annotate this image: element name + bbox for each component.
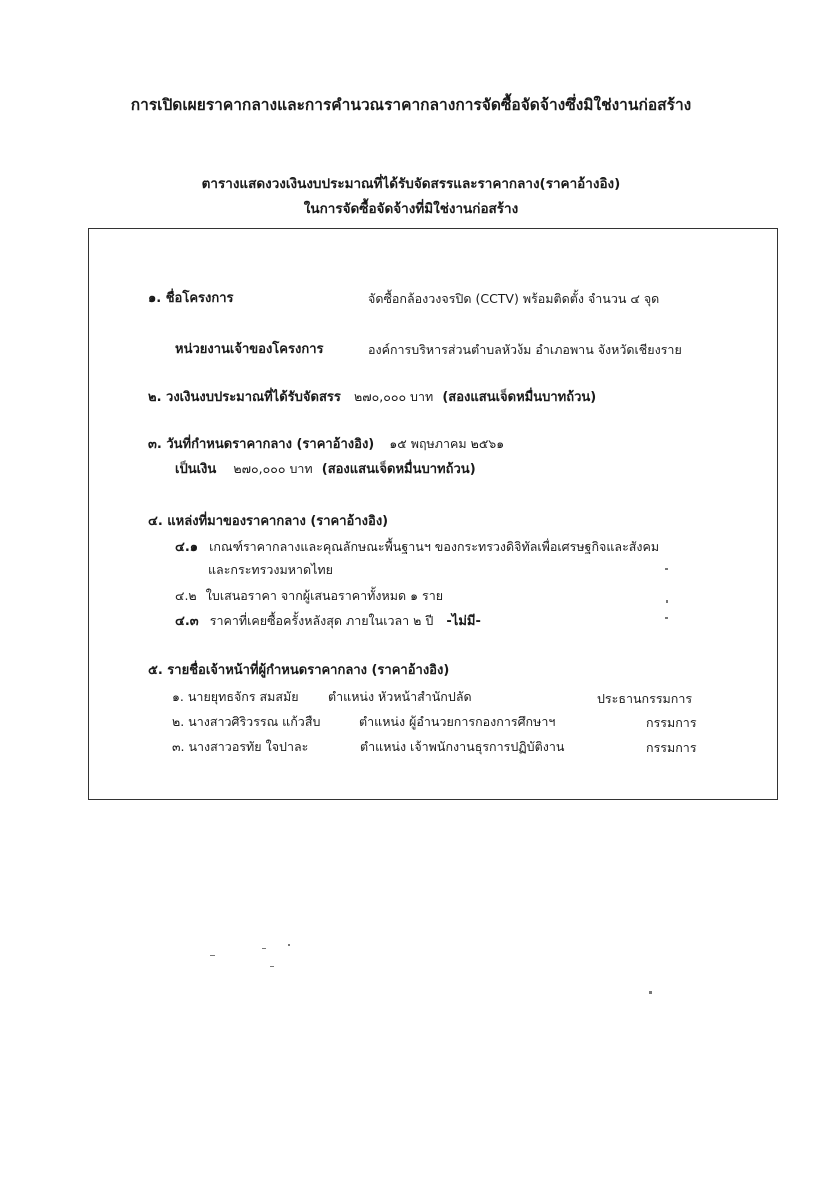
member-1-name: ๑. นายยุทธจักร สมสมัย (172, 689, 299, 704)
scan-speck (665, 617, 668, 619)
section2-row (148, 386, 596, 407)
member-1-position: ตำแหน่ง หัวหน้าสำนักปลัด (328, 689, 472, 704)
owner-value: องค์การบริหารส่วนตำบลหัวง้ม อำเภอพาน จังหวัดเชียงราย (368, 342, 682, 357)
section2-amount: ๒๗๐,๐๐๐ บาท (353, 389, 434, 404)
scan-speck (649, 991, 652, 994)
item3-value: -ไม่มี- (446, 614, 481, 629)
scan-speck (665, 568, 668, 570)
member-3-position: ตำแหน่ง เจ้าพนักงานธุรการปฏิบัติงาน (360, 739, 565, 754)
section3-amount: ๒๗๐,๐๐๐ บาท (233, 461, 313, 476)
scan-speck (270, 966, 274, 967)
item3-number: ๔.๓ (175, 614, 199, 629)
member-2-name: ๒. นางสาวศิริวรรณ แก้วสืบ (172, 714, 321, 729)
section4-item2 (175, 585, 443, 606)
item1-number: ๔.๑ (175, 540, 199, 555)
scan-speck (262, 948, 266, 949)
section3-amount-text: (สองแสนเจ็ดหมื่นบาทถ้วน) (321, 462, 476, 477)
section2-label: ๒. วงเงินงบประมาณที่ได้รับจัดสรร (148, 390, 341, 405)
section3-row (148, 433, 504, 454)
section3-amount-label: เป็นเงิน (175, 462, 217, 477)
document-subtitle-line2: ในการจัดซื้อจัดจ้างที่มิใช่งานก่อสร้าง (303, 201, 519, 217)
scan-speck (666, 600, 668, 603)
section5-label: ๕. รายชื่อเจ้าหน้าที่ผู้กำหนดราคากลาง (ราคาอ้างอิง) (148, 663, 450, 678)
member-1-role: ประธานกรรมการ (597, 691, 693, 706)
section4-label: ๔. แหล่งที่มาของราคากลาง (ราคาอ้างอิง) (148, 514, 389, 529)
member-3-name: ๓. นางสาวอรทัย ใจปาละ (172, 739, 309, 754)
section3-amount-row (175, 458, 476, 479)
section4-item1 (175, 536, 659, 557)
item1-text: เกณฑ์ราคากลางและคุณลักษณะพื้นฐานฯ ของกระทรวงดิจิทัลเพื่อเศรษฐกิจและสังคม (209, 539, 660, 554)
document-title: การเปิดเผยราคากลางและการคำนวณราคากลางการจัดซื้อจัดจ้างซึ่งมิใช่งานก่อสร้าง (130, 96, 692, 114)
member-3-role: กรรมการ (646, 740, 697, 755)
section4-item3 (175, 610, 481, 631)
scan-speck (288, 944, 290, 946)
scan-speck (210, 955, 215, 956)
project-name: จัดซื้อกล้องวงจรปิด (CCTV) พร้อมติดตั้ง จำนวน ๔ จุด (368, 291, 660, 306)
document-subtitle-line1: ตารางแสดงวงเงินงบประมาณที่ได้รับจัดสรรและราคากลาง(ราคาอ้างอิง) (201, 176, 621, 192)
owner-label: หน่วยงานเจ้าของโครงการ (175, 342, 324, 357)
section2-amount-text: (สองแสนเจ็ดหมื่นบาทถ้วน) (442, 390, 597, 405)
section3-label: ๓. วันที่กำหนดราคากลาง (ราคาอ้างอิง) (148, 437, 375, 452)
member-2-role: กรรมการ (646, 715, 697, 730)
item3-text: ราคาที่เคยซื้อครั้งหลังสุด ภายในเวลา ๒ ปี (209, 613, 434, 628)
item1-text-line2: และกระทรวงมหาดไทย (208, 562, 333, 577)
item2-text: ใบเสนอราคา จากผู้เสนอราคาทั้งหมด ๑ ราย (205, 588, 444, 603)
member-2-position: ตำแหน่ง ผู้อำนวยการกองการศึกษาฯ (359, 714, 556, 729)
section3-date: ๑๕ พฤษภาคม ๒๕๖๑ (389, 436, 505, 451)
item2-number: ๔.๒ (175, 588, 197, 603)
section1-label: ๑. ชื่อโครงการ (148, 291, 234, 306)
